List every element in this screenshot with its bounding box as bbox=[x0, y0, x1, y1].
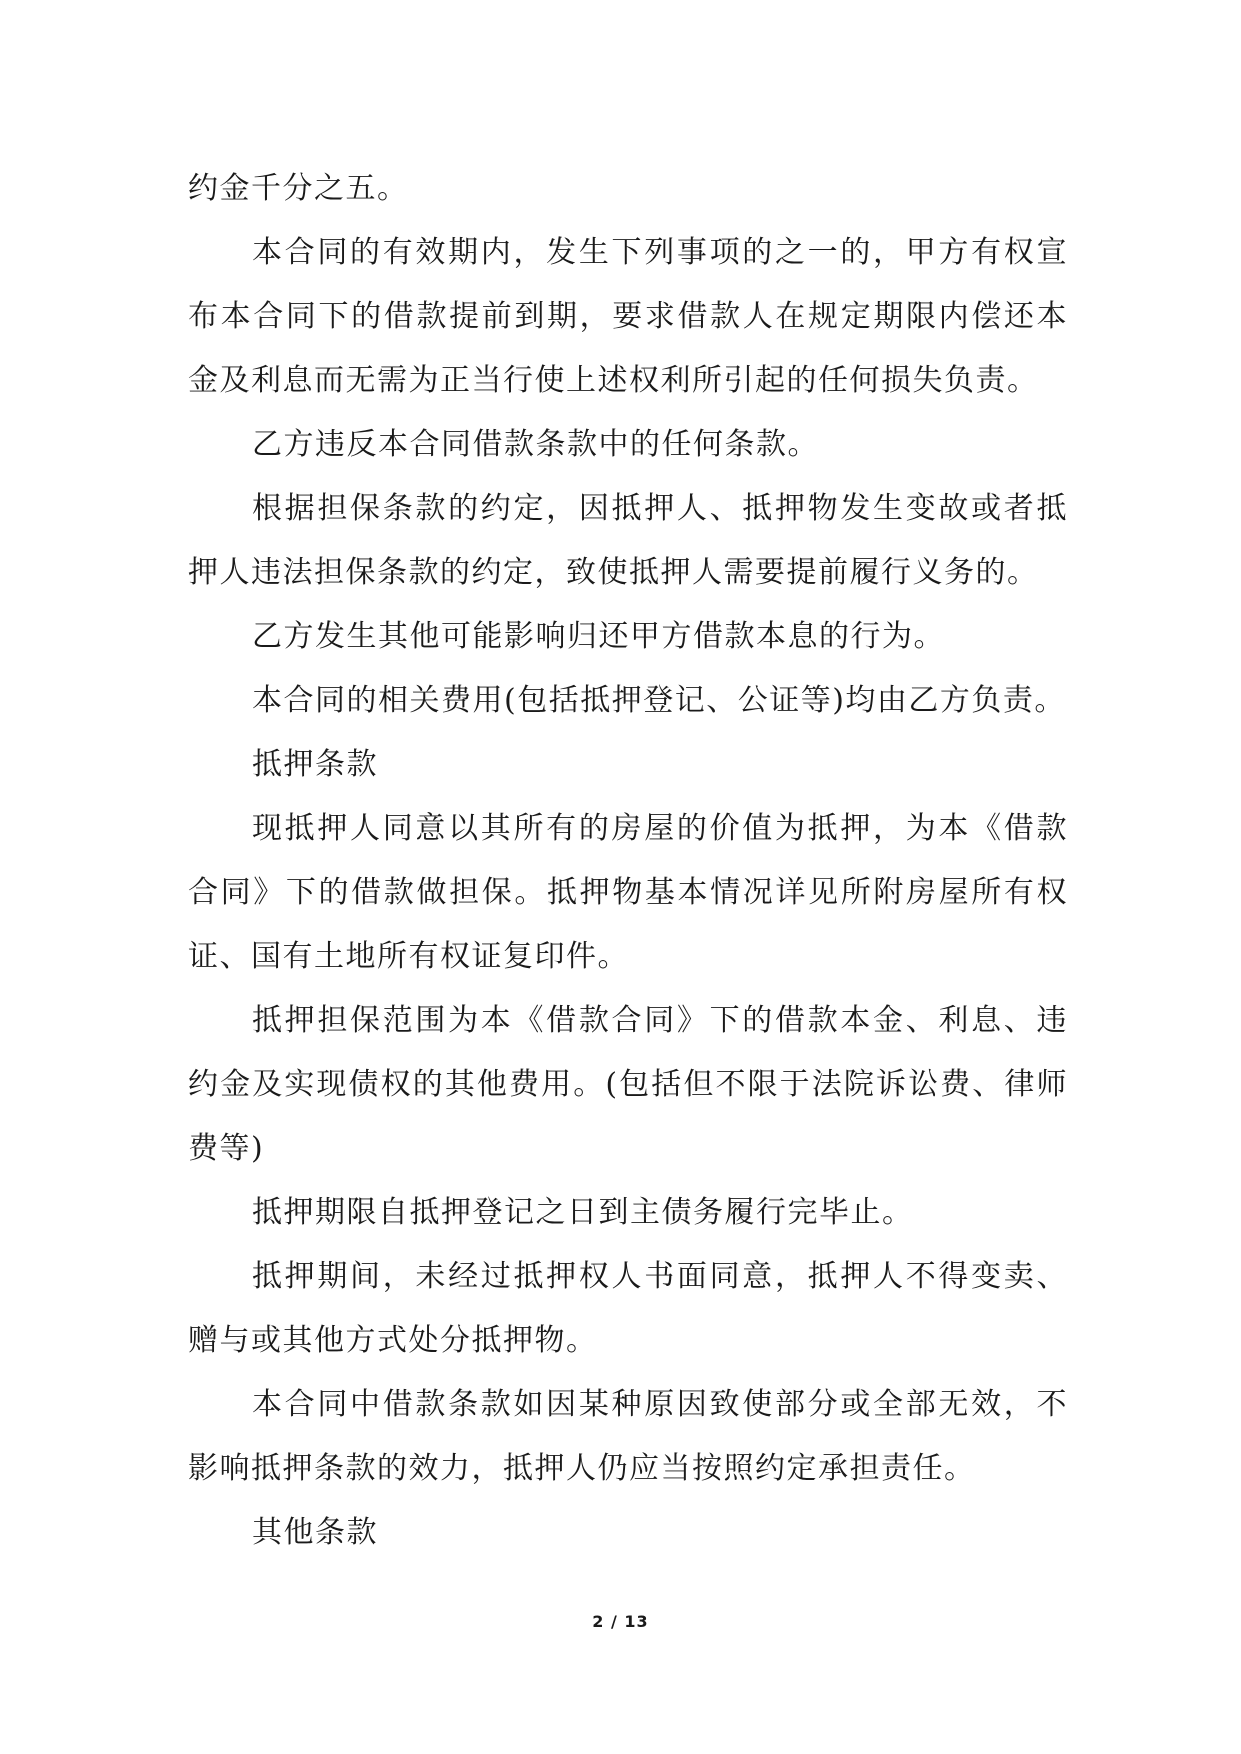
paragraph-validity: 本合同中借款条款如因某种原因致使部分或全部无效，不影响抵押条款的效力，抵押人仍应当按照约定承担责任。 bbox=[188, 1387, 1068, 1486]
paragraph-mortgage-agreement: 现抵押人同意以其所有的房屋的价值为抵押，为本《借款合同》下的借款做担保。抵押物基本情况详见所附房屋所有权证、国有土地所有权证复印件。 bbox=[188, 811, 1068, 974]
paragraph-mortgage-restriction: 抵押期间，未经过抵押权人书面同意，抵押人不得变卖、赠与或其他方式处分抵押物。 bbox=[188, 1259, 1068, 1358]
paragraph-mortgage-scope: 抵押担保范围为本《借款合同》下的借款本金、利息、违约金及实现债权的其他费用。(包括但不限于法院诉讼费、律师费等) bbox=[188, 1003, 1068, 1166]
paragraph-early-maturity: 本合同的有效期内，发生下列事项的之一的，甲方有权宣布本合同下的借款提前到期，要求借款人在规定期限内偿还本金及利息而无需为正当行使上述权利所引起的任何损失负责。 bbox=[188, 235, 1068, 398]
section-heading-mortgage: 抵押条款 bbox=[252, 747, 378, 782]
paragraph-fees: 本合同的相关费用(包括抵押登记、公证等)均由乙方负责。 bbox=[252, 683, 1066, 718]
paragraph-mortgage-term: 抵押期限自抵押登记之日到主债务履行完毕止。 bbox=[252, 1195, 914, 1230]
page-number: 2 / 13 bbox=[592, 1612, 649, 1631]
paragraph-continuation: 约金千分之五。 bbox=[188, 171, 409, 206]
paragraph-guarantee-change: 根据担保条款的约定，因抵押人、抵押物发生变故或者抵押人违法担保条款的约定，致使抵押人需要提前履行义务的。 bbox=[188, 491, 1068, 590]
paragraph-breach-terms: 乙方违反本合同借款条款中的任何条款。 bbox=[252, 427, 819, 462]
paragraph-other-behavior: 乙方发生其他可能影响归还甲方借款本息的行为。 bbox=[252, 619, 945, 654]
document-body bbox=[188, 157, 1068, 1565]
section-heading-other: 其他条款 bbox=[252, 1515, 378, 1550]
